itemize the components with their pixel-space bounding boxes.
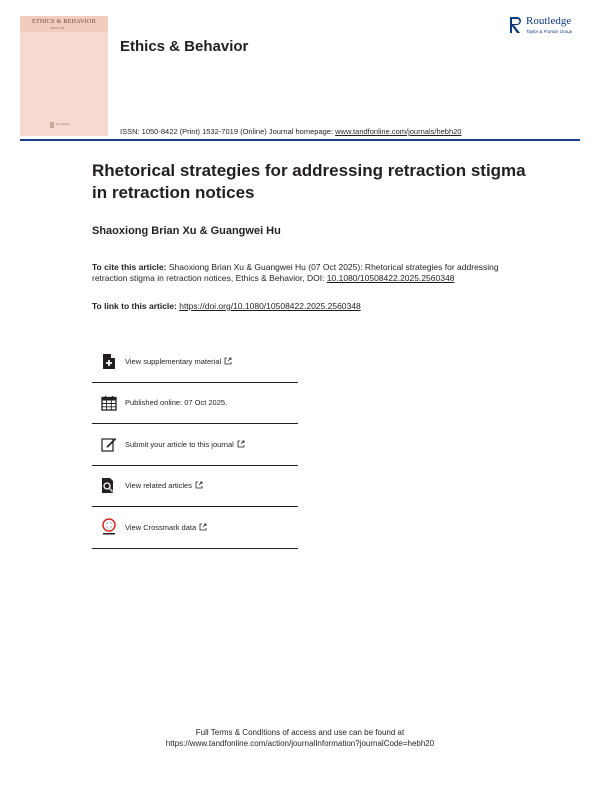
cover-publisher-mark <box>50 122 54 128</box>
article-actions <box>92 341 298 549</box>
cover-subtitle: Volume 00 <box>50 26 65 30</box>
action-label: View Crossmark data <box>125 523 207 532</box>
cover-title: ETHICS & BEHAVIOR <box>32 19 96 25</box>
action-supplementary[interactable] <box>92 341 298 383</box>
footer-terms-url[interactable]: https://www.tandfonline.com/action/journalInformation?journalCode=hebh20 <box>165 739 435 748</box>
external-link-icon <box>237 440 245 448</box>
action-related[interactable] <box>92 466 298 508</box>
publisher-name: Routledge <box>526 15 572 27</box>
article-authors: Shaoxiong Brian Xu & Guangwei Hu <box>92 225 281 237</box>
header-rule <box>20 139 580 141</box>
action-label: Submit your article to this journal <box>125 440 245 449</box>
action-submit[interactable] <box>92 424 298 466</box>
action-label: View related articles <box>125 481 203 490</box>
issn-line <box>120 127 461 136</box>
article-title: Rhetorical strategies for addressing retraction stigma in retraction notices <box>92 161 526 202</box>
calendar-icon <box>100 394 118 412</box>
footer <box>0 727 600 749</box>
action-published <box>92 383 298 425</box>
publisher-tagline: Taylor & Francis Group <box>526 29 573 34</box>
edit-icon <box>100 435 118 453</box>
cite-label: To cite this article: <box>92 262 167 272</box>
supplementary-file-icon <box>100 352 118 370</box>
journal-homepage-link[interactable]: www.tandfonline.com/journals/hebh20 <box>335 127 462 136</box>
issn-text: ISSN: 1050-8422 (Print) 1532-7019 (Online) Journal homepage: <box>120 127 336 136</box>
doi-link[interactable]: 10.1080/10508422.2025.2560348 <box>326 273 455 283</box>
cover-publisher-text: Routledge <box>56 122 70 126</box>
crossmark-icon <box>100 518 118 536</box>
cite-text: Shaoxiong Brian Xu & Guangwei Hu (07 Oct 2025): Rhetorical strategies for addressing retraction stigma in retraction notices, Ethics & Behavior, DOI: <box>92 262 499 283</box>
action-crossmark[interactable] <box>92 507 298 549</box>
action-label: Published online: 07 Oct 2025. <box>125 398 228 408</box>
article-url-link[interactable]: https://doi.org/10.1080/10508422.2025.2560348 <box>179 301 361 311</box>
external-link-icon <box>195 481 203 489</box>
external-link-icon <box>224 357 232 365</box>
routledge-logo-icon <box>509 16 523 34</box>
publisher-logo <box>509 14 589 42</box>
link-label: To link to this article: <box>92 301 180 311</box>
action-label: View supplementary material <box>125 357 232 366</box>
article-link-block <box>92 301 512 312</box>
footer-terms-text: Full Terms & Conditions of access and use can be found at <box>195 728 405 737</box>
journal-cover <box>20 16 108 136</box>
related-articles-icon <box>100 477 118 495</box>
external-link-icon <box>199 523 207 531</box>
citation-block <box>92 262 512 284</box>
journal-title: Ethics & Behavior <box>120 38 249 55</box>
